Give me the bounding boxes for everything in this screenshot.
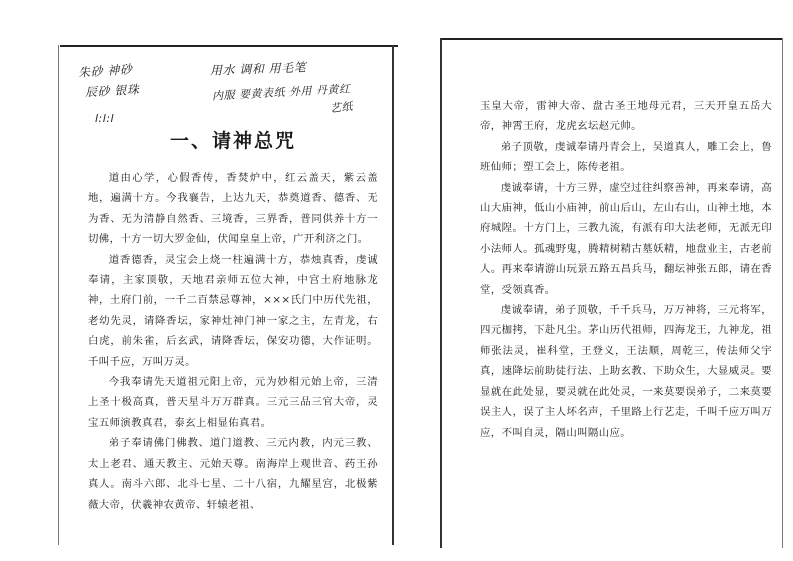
right-page-body: [480, 96, 772, 443]
handwritten-note: l:l:l: [95, 112, 115, 125]
paragraph: 道由心学，心假香传，香焚炉中，红云盖天，紫云盖地，遍满十方。今我襄告，上达九天，恭奠道香、德香、无为香、无为清静自然香、三境香，三界香，普同供养十方一切佛，十方一切大罗金仙，伏闻皇皇上帝，广开利济之门。: [88, 172, 378, 246]
handwritten-note: 艺纸: [329, 99, 354, 116]
paragraph: 虔诚奉请，十方三界，虚空过往纠察善神，再来奉请，高山大庙神，低山小庙神，前山后山，左山右山，山神土地，本府城隍。十方门上，三教九流，有派有印大法老师，无派无印小法师人。孤魂野鬼，腾精树精古墓妖精，地盘业主，古老前人。再来奉请游山玩景五路五昌兵马，翻坛神张五郎，请在香堂，受领真香。: [480, 181, 772, 296]
left-page-outer-edge: [58, 45, 59, 545]
left-page-gutter-edge: [392, 45, 394, 545]
paragraph: 虔诚奉请，弟子顶敬，千千兵马，万万神将，三元将军，四元枷拷，下赴凡尘。茅山历代祖师，四海龙王，九神龙，祖师张法灵，崔科堂，王登义，王法顺，周乾三，传法师父宇真，速降坛前助徒行法、上助玄教、下助众生，大显威灵。要显就在此处显，要灵就在此处灵，一来莫要误弟子，二来莫要误主人，误了主人坏名声，千里路上行艺走，千叫千应万叫万应，不叫自灵，隔山叫隔山应。: [480, 304, 772, 439]
handwritten-note: 朱砂 神砂: [77, 62, 133, 80]
chapter-title: 一、请神总咒: [170, 130, 297, 152]
paragraph: 玉皇大帝，雷神大帝、盘古圣王地母元君，三天开皇五岳大帝，神霄王府，龙虎玄坛赵元帅。: [480, 100, 772, 133]
handwritten-note: 用水 调和 用毛笔: [209, 60, 307, 78]
paragraph: 道香德香，灵宝会上烧一柱遍满十方，恭烛真香，虔诚奉请，主家顶敬，天地君亲师五位大神，中宫土府地脉龙神，土府门前，一千二百禁忌尊神，×××氏门中历代先祖，老幼先灵，请降香坛，家神灶神门神一家之主，左青龙，右白虎，前朱雀，后玄武，请降香坛，保安功德，大作证明。千叫千应，万叫万灵。: [88, 253, 378, 368]
paragraph: 弟子顶敬，虔诚奉请丹青会上，吴道真人，雕工会上，鲁班仙师；塑工会上，陈传老祖。: [480, 140, 772, 174]
right-page-gutter-edge: [440, 38, 442, 548]
handwritten-note: 内服 要黄表纸 外用 丹黄红: [211, 82, 351, 103]
left-page-body: [88, 168, 378, 515]
right-page-outer-edge: [782, 38, 783, 548]
paragraph: 弟子奉请佛门佛教、道门道教、三元内教，内元三教、太上老君、通天教主、元始天尊。南海岸上观世音、药王孙真人。南斗六郎、北斗七星、二十八宿，九耀星宫，北极紫薇大帝，伏羲神农黄帝、轩辕老祖、: [88, 437, 378, 511]
left-page-top-edge: [60, 45, 398, 47]
handwritten-note: 辰砂 银珠: [84, 82, 140, 100]
right-page-top-edge: [442, 38, 782, 40]
paragraph: 今我奉请先天道祖元阳上帝，元为妙相元始上帝，三清上圣十极高真，普天星斗万万群真。三元三品三官大帝，灵宝五师演教真君，泰玄上相显佑真君。: [88, 376, 378, 429]
